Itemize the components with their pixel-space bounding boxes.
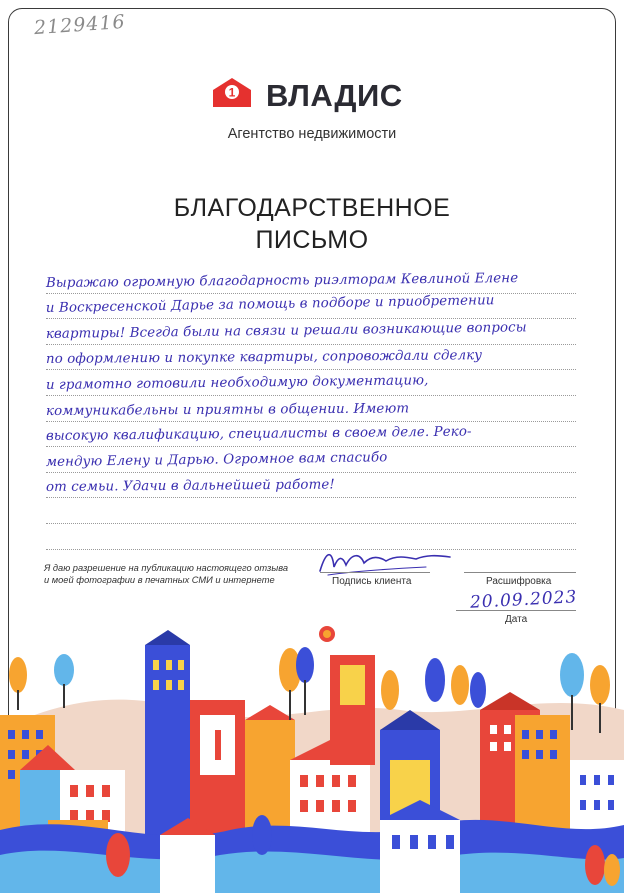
house-key-logo-icon bbox=[210, 76, 254, 108]
handwritten-text: и грамотно готовили необходимую документацию, bbox=[45, 373, 429, 393]
letter-line bbox=[46, 447, 576, 473]
handwritten-text: мендую Елену и Дарью. Огромное вам спасибо bbox=[45, 449, 388, 470]
brand-tagline: Агентство недвижимости bbox=[227, 126, 397, 142]
handwritten-text: коммуникабельны и приятны в общении. Имеют bbox=[45, 401, 410, 419]
city-illustration bbox=[0, 620, 624, 893]
handwritten-text: от семьи. Удачи в дальнейшей работе! bbox=[45, 477, 335, 496]
letter-line bbox=[46, 524, 576, 550]
letter-line bbox=[46, 370, 576, 396]
date-label: Дата bbox=[505, 614, 528, 625]
publication-consent-text: Я даю разрешение на публикацию настоящего отзыва и моей фотографии в печатных СМИ и интернете bbox=[44, 563, 289, 585]
letter-line bbox=[46, 268, 576, 294]
document-title-line-2: ПИСЬМО bbox=[255, 226, 369, 254]
handwritten-date: 20.09.2023 bbox=[469, 587, 578, 613]
decoding-label: Расшифровка bbox=[486, 576, 552, 587]
handwritten-text: Выражаю огромную благодарность риэлторам Кевлиной Елене bbox=[45, 270, 519, 291]
client-signature bbox=[316, 541, 456, 581]
letter-line bbox=[46, 498, 576, 524]
handwritten-text: высокую квалификацию, специалисты в своем деле. Реко- bbox=[45, 424, 472, 445]
decoding-line bbox=[464, 572, 576, 573]
letter-line bbox=[46, 345, 576, 371]
handwritten-text: и Воскресенской Дарье за помощь в подборе и приобретении bbox=[45, 293, 495, 317]
registration-stamp-number: 2129416 bbox=[33, 10, 127, 40]
letter-line bbox=[46, 396, 576, 422]
letter-line bbox=[46, 319, 576, 345]
handwritten-text: квартиры! Всегда были на связи и решали возникающие вопросы bbox=[45, 320, 527, 342]
signature-line bbox=[320, 572, 430, 573]
handwritten-text: по оформлению и покупке квартиры, сопровождали сделку bbox=[45, 348, 483, 368]
document-title-line-1: БЛАГОДАРСТВЕННОЕ bbox=[173, 194, 451, 222]
logo-badge-digit: 1 bbox=[228, 85, 236, 100]
letter-line bbox=[46, 422, 576, 448]
signature-label: Подпись клиента bbox=[332, 576, 412, 587]
brand-logo bbox=[210, 76, 420, 113]
handwritten-letter-body bbox=[46, 268, 576, 550]
date-line bbox=[456, 610, 576, 611]
letter-line bbox=[46, 294, 576, 320]
brand-name: ВЛАДИС bbox=[266, 78, 403, 113]
letter-line bbox=[46, 473, 576, 499]
